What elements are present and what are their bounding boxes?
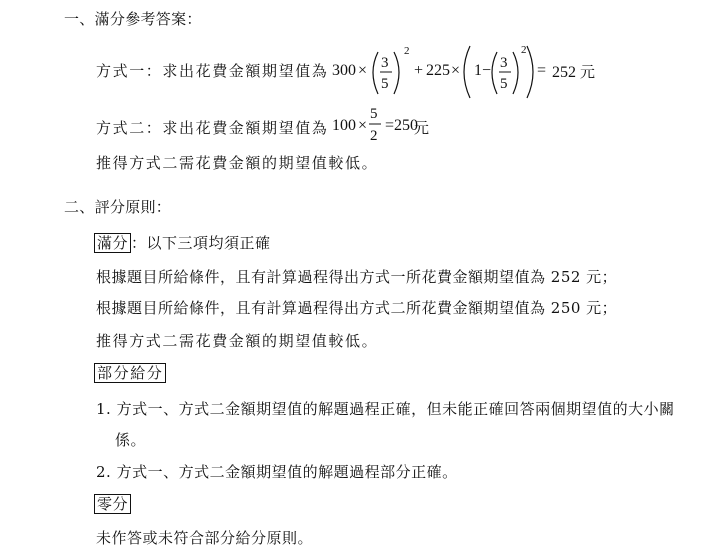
full-score-desc: ：以下三項均須正確 <box>131 234 271 252</box>
paren-right-1 <box>394 52 399 94</box>
method2-formula <box>330 104 420 148</box>
method1-unit: 元 <box>580 65 596 81</box>
method1-coef1: 300 <box>332 62 356 79</box>
method2-coef: 100 <box>332 117 356 134</box>
method2-frac-den: 2 <box>370 128 378 144</box>
method2-frac-num: 5 <box>370 106 378 122</box>
paren-left-1 <box>373 52 378 94</box>
method1-frac1-den: 5 <box>381 76 389 92</box>
method2-eq: = <box>385 117 395 134</box>
paren-right-2 <box>513 52 518 94</box>
full-line-1: 根據題目所給條件，且有計算過程得出方式一所花費金額期望值為 252 元； <box>96 268 618 286</box>
partial-item-1-text: 方式一、方式二金額期望值的解題過程正確，但未能正確回答兩個期望值的大小關 <box>116 400 675 418</box>
method1-eq: = <box>537 62 547 79</box>
method1-one: 1 <box>474 62 482 79</box>
method1-result-value: 252 <box>552 64 576 81</box>
section2-heading: 二、評分原則： <box>64 198 172 216</box>
partial-item-2 <box>96 461 458 482</box>
method2-label: 方式二：求出花費金額期望值為 <box>96 119 329 137</box>
method1-frac2-num: 3 <box>500 55 508 71</box>
method1-times1: × <box>358 62 368 79</box>
method2-result: 250 <box>394 117 418 134</box>
method1-times2: × <box>451 62 461 79</box>
method2-unit: 元 <box>414 119 430 137</box>
method2-times: × <box>358 117 368 134</box>
paren-right-outer <box>527 46 533 98</box>
method1-minus: − <box>482 62 492 79</box>
partial-item-2-text: 方式一、方式二金額期望值的解題過程部分正確。 <box>116 463 458 481</box>
zero-score-desc: 未作答或未符合部分給分原則。 <box>96 529 314 547</box>
method1-formula <box>330 40 560 100</box>
zero-score-label: 零分 <box>94 494 131 514</box>
method1-frac2-den: 5 <box>500 76 508 92</box>
partial-score-label: 部分給分 <box>94 363 166 383</box>
method1-result <box>552 61 596 82</box>
full-score-line <box>94 232 271 253</box>
method1-plus: + <box>414 62 424 79</box>
partial-item-1-num: 1. <box>96 400 112 418</box>
full-line-2: 根據題目所給條件，且有計算過程得出方式二所花費金額期望值為 250 元； <box>96 299 618 317</box>
partial-score-line <box>94 363 166 383</box>
section1-conclusion: 推得方式二需花費金額的期望值較低。 <box>96 154 379 172</box>
partial-item-1-line2: 係。 <box>115 431 147 449</box>
partial-item-2-num: 2. <box>96 463 112 481</box>
full-score-label: 滿分 <box>94 233 131 253</box>
paren-left-2 <box>492 52 497 94</box>
partial-item-1-line1 <box>96 398 675 419</box>
section1-heading: 一、滿分參考答案： <box>64 10 202 28</box>
method1-label: 方式一：求出花費金額期望值為 <box>96 62 329 80</box>
method1-frac1-num: 3 <box>381 55 389 71</box>
method1-exp1: 2 <box>404 45 410 57</box>
full-line-3: 推得方式二需花費金額的期望值較低。 <box>96 332 379 350</box>
paren-left-outer <box>464 46 470 98</box>
method1-exp2: 2 <box>521 44 527 56</box>
method1-coef2: 225 <box>426 62 450 79</box>
zero-score-line <box>94 494 131 514</box>
